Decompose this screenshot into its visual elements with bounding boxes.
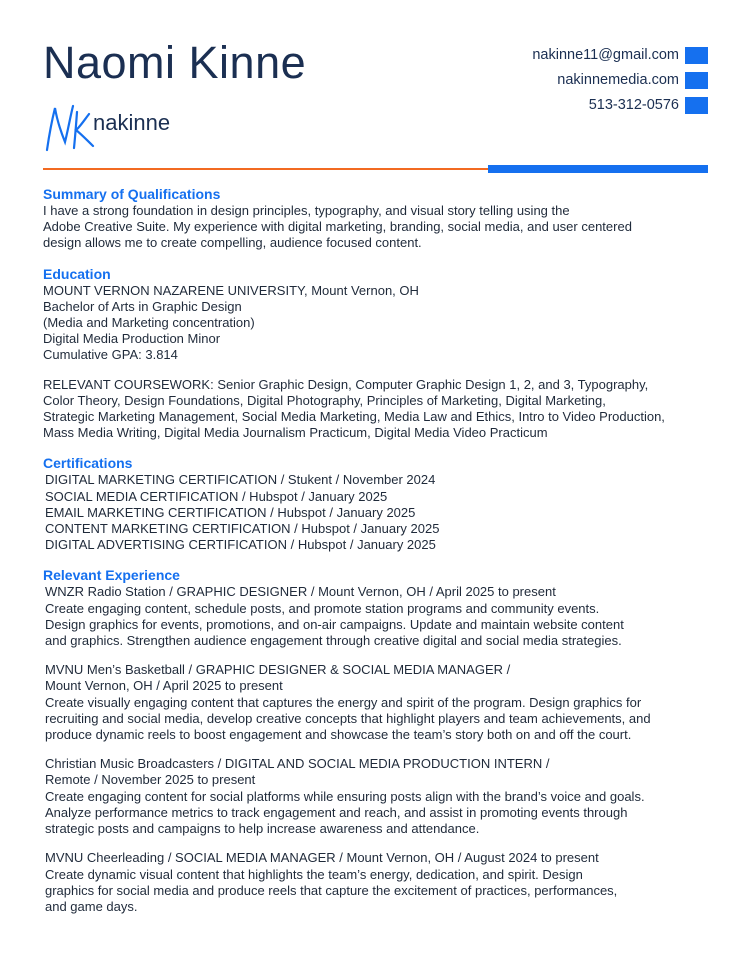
certification-item: EMAIL MARKETING CERTIFICATION / Hubspot / January 2025 [45,504,416,520]
section-title-summary: Summary of Qualifications [43,186,221,202]
website-text[interactable]: nakinnemedia.com [557,72,679,88]
certification-item: DIGITAL ADVERTISING CERTIFICATION / Hubspot / January 2025 [45,537,436,553]
summary-text [43,203,713,252]
section-title-certifications: Certifications [43,455,133,472]
divider-orange [43,168,488,170]
experience-line: Analyze performance metrics to track engagement and reach, and assist in promoting events through [45,804,628,820]
coursework-line: Strategic Marketing Management, Social Media Marketing, Media Law and Ethics, Intro to Video Production, [43,409,665,425]
certification-item: DIGITAL MARKETING CERTIFICATION / Stukent / November 2024 [45,472,436,488]
education-line: MOUNT VERNON NAZARENE UNIVERSITY, Mount Vernon, OH [43,282,419,298]
nk-signature-icon [43,102,95,154]
education-line: Bachelor of Arts in Graphic Design [43,298,242,314]
phone-text[interactable]: 513-312-0576 [588,97,679,113]
experience-line: MVNU Men’s Basketball / GRAPHIC DESIGNER & SOCIAL MEDIA MANAGER / [45,662,511,678]
experience-line: produce dynamic reels to boost engagement and showcase the team’s story both on and off the court. [45,727,632,743]
contact-email[interactable] [532,46,708,64]
square-icon [685,97,708,114]
section-title-experience: Relevant Experience [43,567,180,584]
square-icon [685,72,708,89]
education-line: (Media and Marketing concentration) [43,315,255,331]
experience-item [45,850,713,915]
education-line: Cumulative GPA: 3.814 [43,347,178,363]
email-text[interactable]: nakinne11@gmail.com [532,47,679,63]
summary-line: I have a strong foundation in design principles, typography, and visual story telling using the [43,203,570,218]
coursework-line: Mass Media Writing, Digital Media Journalism Practicum, Digital Media Video Practicum [43,425,548,441]
experience-line: recruiting and social media, develop creative concepts that highlight players and team achievements, and [45,710,651,726]
experience-list [43,584,713,915]
certifications-list [43,472,713,553]
brand-mark [43,102,243,154]
coursework-line: RELEVANT COURSEWORK: Senior Graphic Design, Computer Graphic Design 1, 2, and 3, Typography, [43,376,649,392]
experience-item [45,756,713,837]
coursework-line: Color Theory, Design Foundations, Digital Photography, Principles of Marketing, Digital Marketing, [43,392,606,408]
certification-item: CONTENT MARKETING CERTIFICATION / Hubspot / January 2025 [45,521,440,537]
experience-line: and graphics. Strengthen audience engagement through creative digital and social media strategies. [45,633,622,649]
section-title-education: Education [43,265,111,282]
experience-line: Create visually engaging content that captures the energy and spirit of the program. Design graphics for [45,694,642,710]
page-title: Naomi Kinne [43,37,307,88]
education-text [43,283,713,364]
handle-text: nakinne [93,110,171,135]
certification-item: SOCIAL MEDIA CERTIFICATION / Hubspot / January 2025 [45,488,388,504]
resume-body [43,186,713,915]
education-line: Digital Media Production Minor [43,331,221,347]
experience-line: MVNU Cheerleading / SOCIAL MEDIA MANAGER / Mount Vernon, OH / August 2024 to present [45,850,599,866]
summary-line: design allows me to create compelling, audience focused content. [43,235,422,251]
experience-line: Create dynamic visual content that highlights the team’s energy, dedication, and spirit. Design [45,866,583,882]
experience-line: and game days. [45,898,138,914]
contact-phone[interactable] [532,96,708,114]
experience-line: Design graphics for events, promotions, and on-air campaigns. Update and maintain website content [45,616,624,632]
experience-item [45,584,713,649]
experience-line: Mount Vernon, OH / April 2025 to present [45,678,283,694]
experience-line: Remote / November 2025 to present [45,772,256,788]
contact-website[interactable] [532,71,708,89]
experience-line: Create engaging content, schedule posts, and promote station programs and community events. [45,600,600,616]
contact-block [532,46,708,121]
experience-line: strategic posts and campaigns to help increase awareness and attendance. [45,821,480,837]
square-icon [685,47,708,64]
coursework-text [43,377,713,442]
experience-line: graphics for social media and produce reels that capture the excitement of practices, performances, [45,882,618,898]
divider-blue [488,165,708,173]
experience-item [45,662,713,743]
experience-line: Christian Music Broadcasters / DIGITAL AND SOCIAL MEDIA PRODUCTION INTERN / [45,756,550,772]
experience-line: Create engaging content for social platforms while ensuring posts align with the brand’s voice and goals. [45,788,645,804]
experience-line: WNZR Radio Station / GRAPHIC DESIGNER / Mount Vernon, OH / April 2025 to present [45,584,556,600]
summary-line: Adobe Creative Suite. My experience with digital marketing, branding, social media, and user centered [43,219,632,235]
